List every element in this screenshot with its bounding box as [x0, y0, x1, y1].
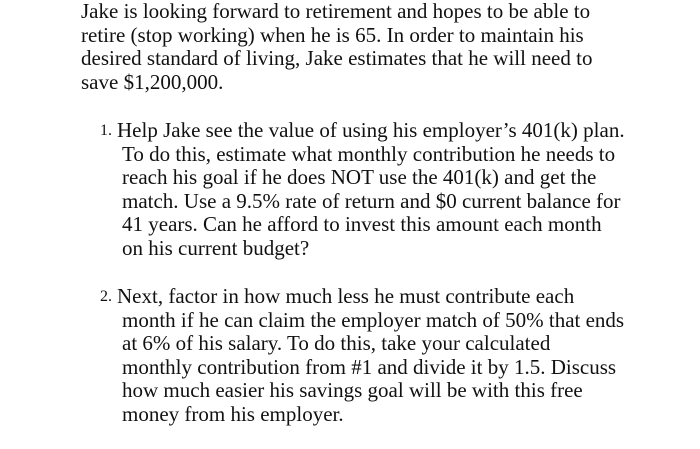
intro-line: retire (stop working) when he is 65. In order to maintain his: [81, 22, 584, 47]
intro-line: save $1,200,000.: [81, 69, 224, 94]
question-line: match. Use a 9.5% rate of return and $0 current balance for: [122, 188, 621, 213]
question-line: at 6% of his salary. To do this, take your calculated: [122, 331, 551, 355]
question-2-text: [117, 285, 624, 426]
question-line: money from his employer.: [122, 401, 344, 426]
intro-paragraph: [81, 0, 641, 94]
question-1-text: [117, 119, 625, 260]
question-line: Next, factor in how much less he must contribute each: [117, 284, 575, 308]
intro-line: Jake is looking forward to retirement and hopes to be able to: [81, 0, 591, 23]
question-line: To do this, estimate what monthly contribution he needs to: [122, 141, 616, 166]
question-line: on his current budget?: [122, 235, 310, 260]
question-2-number: 2.: [100, 288, 112, 305]
question-line: how much easier his savings goal will be with this free: [122, 378, 583, 402]
question-line: month if he can claim the employer match of 50% that ends: [122, 307, 625, 332]
intro-line: desired standard of living, Jake estimates that he will need to: [81, 46, 593, 70]
question-line: Help Jake see the value of using his employer’s 401(k) plan.: [117, 118, 625, 142]
question-line: reach his goal if he does NOT use the 401(k) and get the: [122, 165, 597, 189]
question-line: 41 years. Can he afford to invest this amount each month: [122, 212, 602, 236]
question-1-number: 1.: [100, 122, 112, 139]
question-line: monthly contribution from #1 and divide it by 1.5. Discuss: [122, 354, 617, 379]
